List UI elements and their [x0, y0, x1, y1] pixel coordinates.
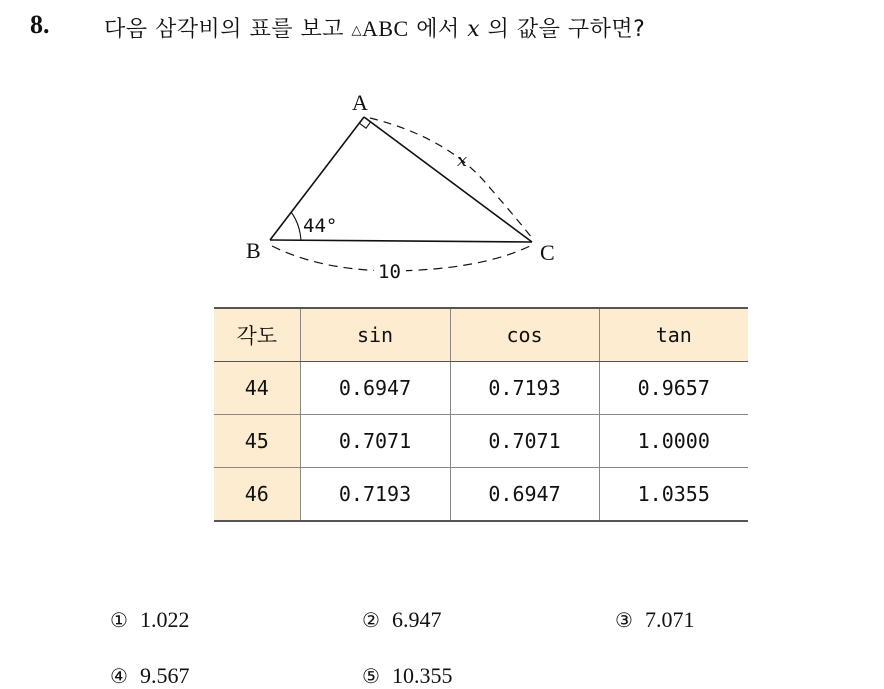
cell-tan: 0.9657: [599, 362, 748, 415]
choice-mark: ⑤: [362, 664, 380, 688]
cell-cos: 0.7071: [450, 415, 599, 468]
cell-cos: 0.7193: [450, 362, 599, 415]
choice-mark: ④: [110, 664, 128, 688]
question-text-after: 의 값을 구하면?: [480, 17, 646, 42]
question-text-mid: 에서: [408, 17, 468, 42]
triangle-name: ABC: [362, 16, 409, 41]
header-cos: cos: [450, 308, 599, 362]
header-sin: sin: [300, 308, 450, 362]
question-variable: x: [467, 17, 481, 42]
cell-cos: 0.6947: [450, 468, 599, 522]
table-row: [214, 362, 748, 415]
choice-4[interactable]: [110, 663, 189, 689]
cell-angle: 46: [214, 468, 300, 522]
cell-sin: 0.7193: [300, 468, 450, 522]
angle-b-label: 44°: [303, 215, 338, 237]
cell-angle: 45: [214, 415, 300, 468]
table-header-row: [214, 308, 748, 362]
vertex-a-label: A: [352, 90, 368, 115]
vertex-c-label: C: [540, 240, 555, 265]
choice-value: 9.567: [139, 663, 190, 688]
choice-mark: ②: [362, 608, 380, 632]
choice-value: 6.947: [391, 607, 442, 632]
cell-tan: 1.0000: [599, 415, 748, 468]
side-bc: [270, 240, 532, 242]
dashed-arc-ac: [370, 118, 532, 238]
question-number: 8.: [30, 10, 50, 39]
question-text-before: 다음 삼각비의 표를 보고: [104, 17, 352, 42]
choice-mark: ③: [615, 608, 633, 632]
choice-value: 7.071: [644, 607, 695, 632]
choice-value: 1.022: [139, 607, 190, 632]
cell-angle: 44: [214, 362, 300, 415]
side-ac: [364, 117, 532, 242]
choice-3[interactable]: [615, 607, 694, 633]
choice-5[interactable]: [362, 663, 452, 689]
header-tan: tan: [599, 308, 748, 362]
cell-sin: 0.7071: [300, 415, 450, 468]
header-angle: 각도: [214, 308, 300, 362]
vertex-b-label: B: [246, 238, 261, 263]
choice-mark: ①: [110, 608, 128, 632]
table-row: [214, 468, 748, 522]
choice-2[interactable]: [362, 607, 441, 633]
triangle-figure: [240, 88, 580, 288]
choice-1[interactable]: [110, 607, 189, 633]
cell-tan: 1.0355: [599, 468, 748, 522]
choice-value: 10.355: [391, 663, 453, 688]
cell-sin: 0.6947: [300, 362, 450, 415]
side-bc-label: 10: [378, 261, 401, 283]
angle-arc-b: [291, 212, 301, 241]
triangle-symbol: △: [351, 23, 362, 38]
trig-table: [214, 307, 748, 522]
table-row: [214, 415, 748, 468]
side-ac-label: x: [457, 150, 468, 171]
question-text: [104, 12, 645, 43]
